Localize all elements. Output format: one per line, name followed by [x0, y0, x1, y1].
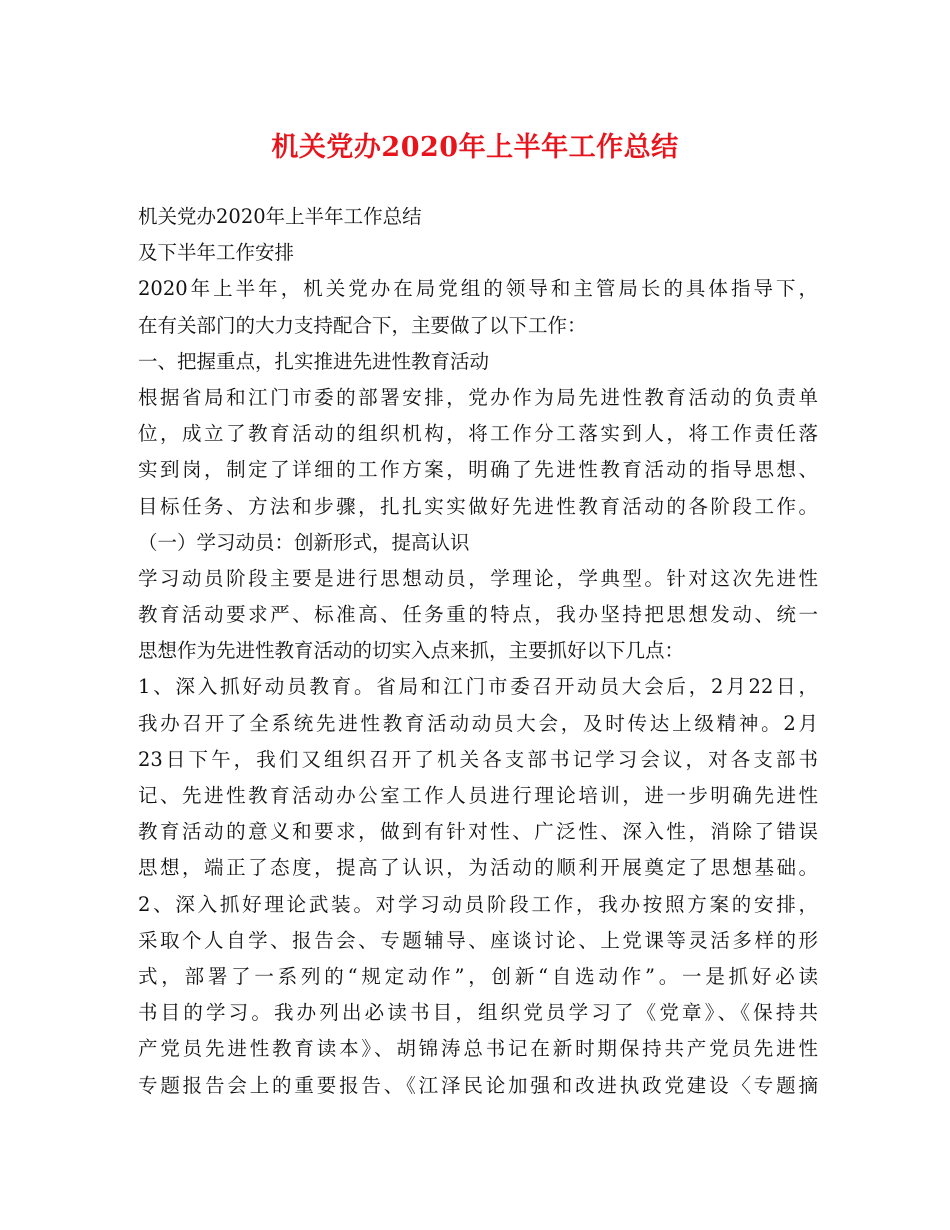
body-line: 思想作为先进性教育活动的切实入点来抓，主要抓好以下几点：	[138, 639, 685, 663]
body-line: 23日下午，我们又组织召开了机关各支部书记学习会议，对各支部书	[138, 747, 818, 771]
body-line: 在有关部门的大力支持配合下，主要做了以下工作：	[138, 313, 587, 337]
document-body	[138, 199, 818, 1104]
body-line: 产党员先进性教育读本》、胡锦涛总书记在新时期保持共产党员先进性	[138, 1037, 818, 1061]
body-line: 根据省局和江门市委的部署安排，党办作为局先进性教育活动的负责单	[138, 385, 818, 409]
body-line: 位，成立了教育活动的组织机构，将工作分工落实到人，将工作责任落	[138, 422, 818, 446]
body-line: 机关党办2020年上半年工作总结	[138, 205, 422, 228]
body-line: 专题报告会上的重要报告、《江泽民论加强和改进执政党建设〈专题摘	[138, 1073, 818, 1097]
body-line: 及下半年工作安排	[138, 241, 295, 265]
body-line: 实到岗，制定了详细的工作方案，明确了先进性教育活动的指导思想、	[138, 458, 818, 482]
body-line: 书目的学习。我办列出必读书目，组织党员学习了《党章》、《保持共	[138, 1001, 818, 1025]
body-line: 记、先进性教育活动办公室工作人员进行理论培训，进一步明确先进性	[138, 784, 818, 807]
body-line: 目标任务、方法和步骤，扎扎实实做好先进性教育活动的各阶段工作。	[138, 494, 818, 518]
body-line: 1、深入抓好动员教育。省局和江门市委召开动员大会后，2月22日，	[138, 675, 818, 699]
body-line: 思想，端正了态度，提高了认识，为活动的顺利开展奠定了思想基础。	[138, 856, 818, 880]
body-line: 学习动员阶段主要是进行思想动员，学理论，学典型。针对这次先进性	[138, 566, 818, 590]
body-line: 一、把握重点，扎实推进先进性教育活动	[138, 349, 490, 373]
body-line: 式，部署了一系列的“规定动作”，创新“自选动作”。一是抓好必读	[138, 964, 818, 988]
body-line: 教育活动要求严、标准高、任务重的特点，我办坚持把思想发动、统一	[138, 603, 818, 627]
body-line: 2、深入抓好理论武装。对学习动员阶段工作，我办按照方案的安排，	[138, 892, 818, 916]
body-line: 我办召开了全系统先进性教育活动动员大会，及时传达上级精神。2月	[138, 711, 818, 735]
body-line: 教育活动的意义和要求，做到有针对性、广泛性、深入性，消除了错误	[138, 820, 818, 844]
body-line: 采取个人自学、报告会、专题辅导、座谈讨论、上党课等灵活多样的形	[138, 928, 818, 952]
document-title: 机关党办2020年上半年工作总结	[271, 132, 679, 163]
body-line: （一）学习动员：创新形式，提高认识	[138, 530, 470, 554]
body-line: 2020年上半年，机关党办在局党组的领导和主管局长的具体指导下，	[138, 277, 818, 301]
